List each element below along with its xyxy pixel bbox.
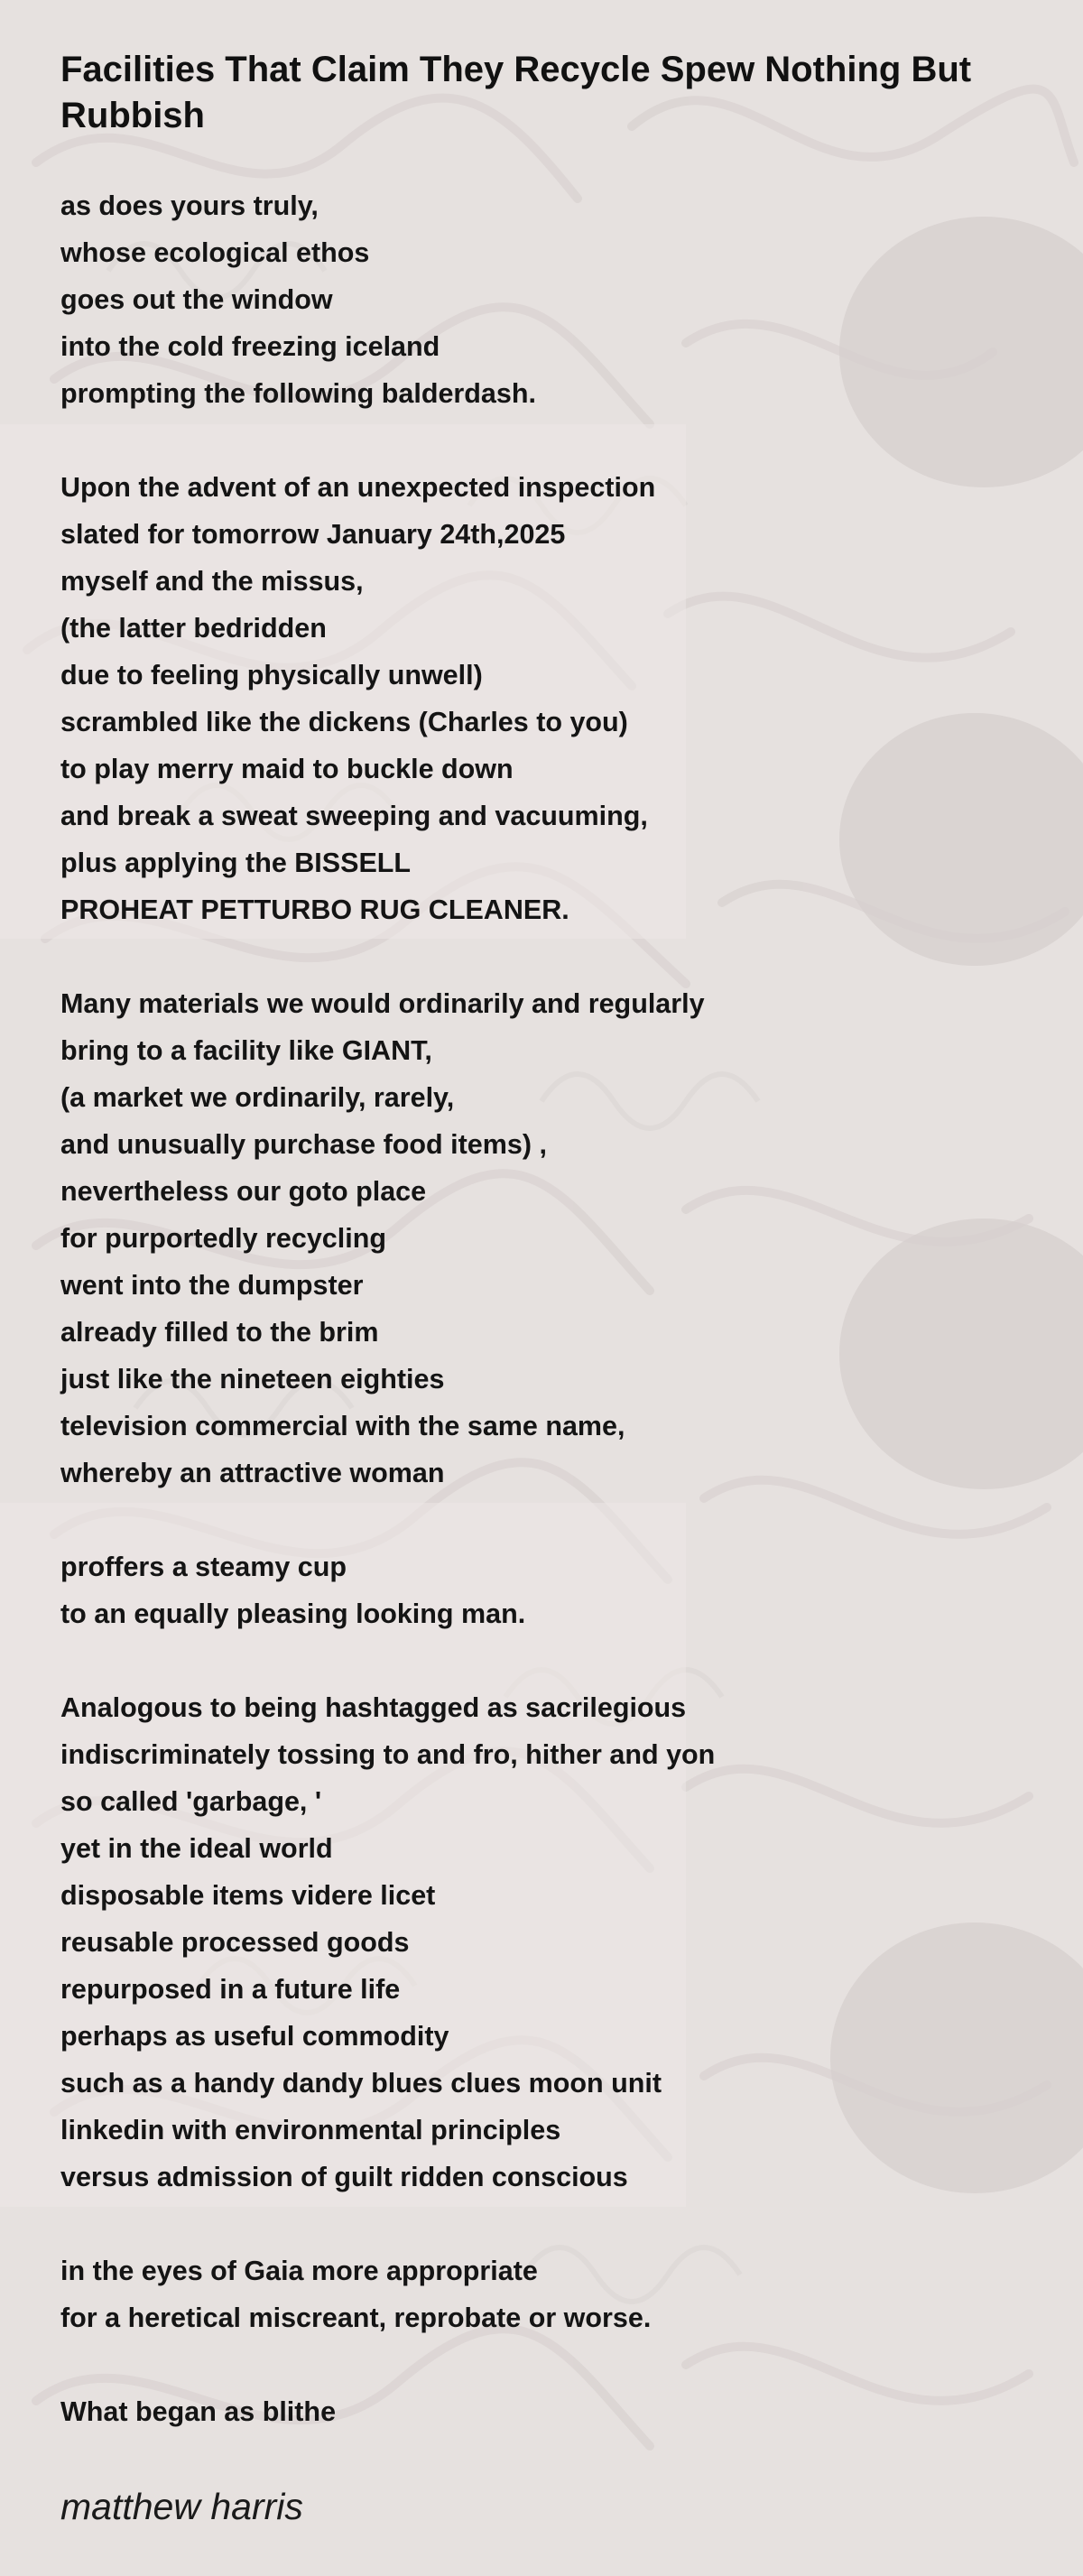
poem-stanza <box>60 1543 1035 1637</box>
poem-line: disposable items videre licet <box>60 1880 436 1911</box>
poem-line: into the cold freezing iceland <box>60 331 440 362</box>
poem-line: and break a sweat sweeping and vacuuming, <box>60 801 648 831</box>
poem-line: to play merry maid to buckle down <box>60 754 514 784</box>
poem-line: slated for tomorrow January 24th,2025 <box>60 519 566 550</box>
poem-line: PROHEAT PETTURBO RUG CLEANER. <box>60 894 569 925</box>
poem-line: bring to a facility like GIANT, <box>60 1035 432 1066</box>
poem-line: indiscriminately tossing to and fro, hither and yon <box>60 1739 716 1770</box>
poem-line: Many materials we would ordinarily and regularly <box>60 988 705 1019</box>
poem-line: perhaps as useful commodity <box>60 2021 449 2052</box>
poem-line: scrambled like the dickens (Charles to you) <box>60 707 628 737</box>
poem-line: already filled to the brim <box>60 1317 379 1348</box>
poem-line: prompting the following balderdash. <box>60 378 536 409</box>
poem-line: for purportedly recycling <box>60 1223 386 1254</box>
poem-line: Upon the advent of an unexpected inspection <box>60 472 656 503</box>
poem-line: and unusually purchase food items) , <box>60 1129 547 1160</box>
poem-line: due to feeling physically unwell) <box>60 660 483 690</box>
poem-line: in the eyes of Gaia more appropriate <box>60 2256 538 2286</box>
poem-line: just like the nineteen eighties <box>60 1364 445 1395</box>
poem-line: went into the dumpster <box>60 1270 364 1301</box>
poem-line: versus admission of guilt ridden conscious <box>60 2162 628 2192</box>
poem-line: whereby an attractive woman <box>60 1458 445 1488</box>
poem-line: plus applying the BISSELL <box>60 848 412 878</box>
poem-author: matthew harris <box>60 2486 303 2527</box>
poem-line: television commercial with the same name, <box>60 1411 625 1441</box>
poem-line: goes out the window <box>60 284 333 315</box>
poem-title: Facilities That Claim They Recycle Spew Nothing But Rubbish <box>60 50 972 135</box>
poem-line: repurposed in a future life <box>60 1974 401 2005</box>
poem-line: yet in the ideal world <box>60 1833 333 1864</box>
poem-stanza <box>60 1684 1035 2201</box>
poem-line: Analogous to being hashtagged as sacrilegious <box>60 1692 687 1723</box>
poem-line: proffers a steamy cup <box>60 1552 347 1582</box>
poem-line: What began as blithe <box>60 2396 337 2427</box>
poem-stanza <box>60 182 1035 417</box>
poem-stanza <box>60 2388 1035 2435</box>
poem-line: linkedin with environmental principles <box>60 2115 561 2145</box>
poem-stanza <box>60 980 1035 1496</box>
poem-body <box>60 182 1035 2435</box>
poem-line: (the latter bedridden <box>60 613 327 644</box>
poem-line: as does yours truly, <box>60 190 319 221</box>
poem-line: nevertheless our goto place <box>60 1176 427 1207</box>
poem-line: whose ecological ethos <box>60 237 370 268</box>
poem-line: to an equally pleasing looking man. <box>60 1598 526 1629</box>
poem-line: such as a handy dandy blues clues moon unit <box>60 2068 662 2099</box>
poem-line: so called 'garbage, ' <box>60 1786 322 1817</box>
poem-stanza <box>60 464 1035 933</box>
poem-line: (a market we ordinarily, rarely, <box>60 1082 455 1113</box>
poem-line: for a heretical miscreant, reprobate or worse. <box>60 2303 652 2333</box>
poem-line: reusable processed goods <box>60 1927 410 1958</box>
poem-stanza <box>60 2247 1035 2341</box>
poem-line: myself and the missus, <box>60 566 364 597</box>
